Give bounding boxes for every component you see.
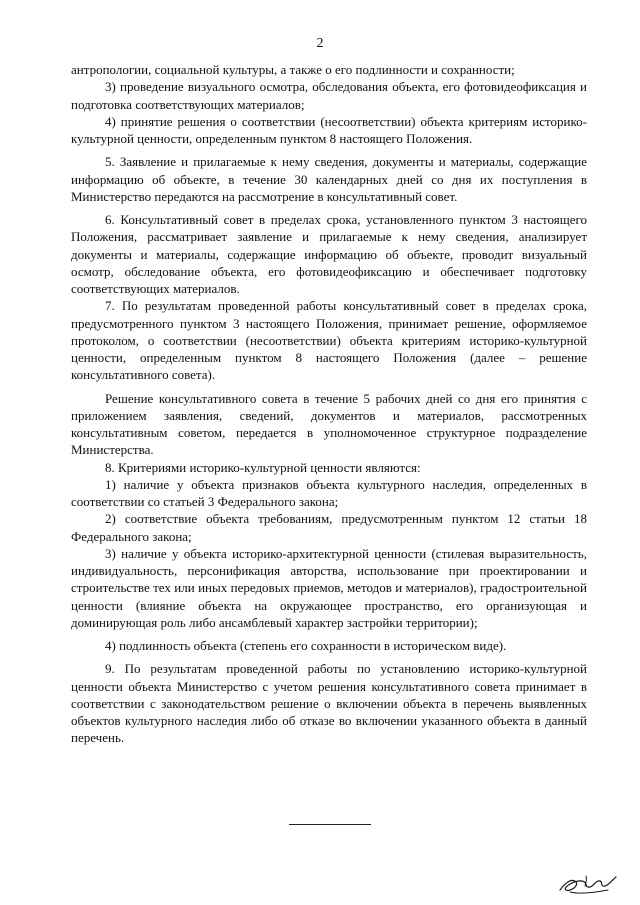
paragraph-5: 5. Заявление и прилагаемые к нему сведения, документы и материалы, содержащие информацию об объекте, в течение 30 календарных дней со дня их поступления в Министерство передаются на рассмотрение в консультативный совет. — [71, 154, 587, 204]
criterion-2: 2) соответствие объекта требованиям, предусмотренным пунктом 12 статьи 18 Федерального закона; — [71, 511, 587, 544]
criterion-4: 4) подлинность объекта (степень его сохранности в историческом виде). — [105, 638, 507, 653]
document-body — [71, 61, 587, 747]
paragraph-item-4: 4) принятие решения о соответствии (несоответствии) объекта критериям историко-культурной ценности, определенным пунктом 8 настоящего Положения. — [71, 113, 587, 146]
page-number: 2 — [316, 36, 324, 51]
end-divider — [289, 824, 371, 825]
criterion-1: 1) наличие у объекта признаков объекта культурного наследия, определенных в соответствии со статьей 3 Федерального закона; — [71, 476, 587, 509]
paragraph-7: 7. По результатам проведенной работы консультативный совет в пределах срока, предусмотренного пунктом 3 настоящего Положения, принимает решение, оформляемое протоколом, о соответствии (несоответствии) объекта критериям историко-культурной ценности, определенным пунктом 8 настоящего Положения (далее – решение консультативного совета). — [71, 298, 587, 383]
paragraph-continuation: антропологии, социальной культуры, а также о его подлинности и сохранности; — [71, 62, 515, 77]
paragraph-9: 9. По результатам проведенной работы по установлению историко-культурной ценности объекта Министерство с учетом решения консультативного совета принимает в соответствии с законодательством решение о включении объекта в перечень выявленных объектов культурного наследия либо об отказе во включении указанного объекта в данный перечень. — [71, 661, 587, 746]
signature-icon — [556, 868, 620, 898]
paragraph-8: 8. Критериями историко-культурной ценности являются: — [105, 459, 421, 475]
criterion-3: 3) наличие у объекта историко-архитектурной ценности (стилевая выразительность, индивидуальность, персонификация авторства, использование при проектировании и строительстве тех или иных передовых приемов, методов и материалов), градостроительной ценности (влияние объекта на окружающее пространство, его организующая и доминирующая роль либо ансамблевый характер застройки территории); — [71, 545, 587, 630]
paragraph-6: 6. Консультативный совет в пределах срока, установленного пунктом 3 настоящего Положения, рассматривает заявление и прилагаемые к нему сведения, анализирует документы и материалы, содержащие информацию об объекте, проводит визуальный осмотр, обследование объекта, его фотовидеофиксацию и обеспечивает подготовку соответствующих материалов. — [71, 212, 587, 296]
paragraph-item-3: 3) проведение визуального осмотра, обследования объекта, его фотовидеофиксация и подготовка соответствующих материалов; — [71, 79, 587, 112]
paragraph-7-decision: Решение консультативного совета в течение 5 рабочих дней со дня его принятия с приложением заявления, сведений, документов и материалов, рассмотренных консультативным советом, передается в уполномоченное структурное подразделение Министерства. — [71, 390, 587, 458]
